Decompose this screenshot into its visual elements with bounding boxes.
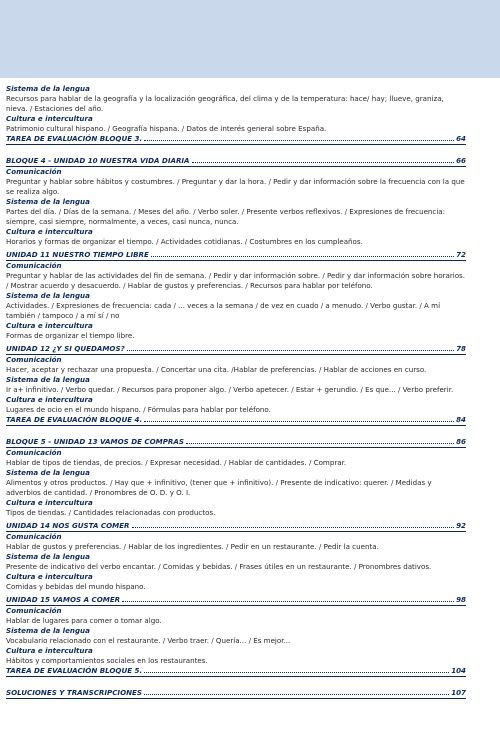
toc-entry-page: 84 — [456, 415, 466, 424]
cultura-text: Hábitos y comportamientos sociales en los restaurantes. — [6, 656, 208, 665]
toc-entry-unidad-15[interactable] — [6, 595, 466, 606]
lengua-heading: Sistema de la lengua — [6, 375, 90, 384]
toc-entry-title: UNIDAD 14 NOS GUSTA COMER — [6, 521, 130, 530]
toc-entry-unidad-13[interactable] — [6, 437, 466, 448]
toc-entry-unidad-12[interactable] — [6, 344, 466, 355]
comunicacion-heading: Comunicación — [6, 448, 62, 457]
cultura-text: Patrimonio cultural hispano. / Geografía hispana. / Datos de interés general sobre España. — [6, 124, 327, 133]
cultura-text: Comidas y bebidas del mundo hispano. — [6, 582, 146, 591]
lengua-text: Presente de indicativo del verbo encantar. / Comidas y bebidas. / Frases útiles en un restaurante. / Pronombres dativos. — [6, 562, 432, 571]
cultura-text: Horarios y formas de organizar el tiempo. / Actividades cotidianas. / Costumbres en los cumpleaños. — [6, 237, 363, 246]
leader-dots — [127, 350, 454, 351]
top-color-band — [0, 0, 500, 78]
toc-entry-title: UNIDAD 12 ¿Y SI QUEDAMOS? — [6, 344, 125, 353]
cultura-text: Tipos de tiendas. / Cantidades relacionadas con productos. — [6, 508, 216, 517]
cultura-text: Lugares de ocio en el mundo hispano. / Fórmulas para hablar por teléfono. — [6, 405, 271, 414]
cultura-heading: Cultura e intercultura — [6, 572, 93, 581]
lengua-heading: Sistema de la lengua — [6, 468, 90, 477]
toc-entry-title: TAREA DE EVALUACIÓN BLOQUE 4. — [6, 415, 143, 424]
lengua-text: Partes del día. / Días de la semana. / Meses del año. / Verbo soler. / Presente verbos reflexivos. / Expresiones de frecuencia: siempre, casi siempre, normalmente, a veces, casi nunca, nunca. — [6, 207, 446, 226]
cultura-heading: Cultura e intercultura — [6, 395, 93, 404]
lengua-text: Alimentos y otros productos. / Hay que + infinitivo, (tener que + infinitivo). / Presente de indicativo: querer. / Medidas y adverbios de cantidad. / Pronombres de O. D. y O. I. — [6, 478, 432, 497]
cultura-heading: Cultura e intercultura — [6, 646, 93, 655]
comunicacion-heading: Comunicación — [6, 167, 62, 176]
comunicacion-text: Preguntar y hablar de las actividades del fin de semana. / Pedir y dar información sobre. / Pedir y dar información sobre horarios. / Mostrar acuerdo y desacuerdo. / Hablar de gustos y preferencias. / Recursos para hablar por teléfono. — [6, 271, 465, 290]
comunicacion-heading: Comunicación — [6, 261, 62, 270]
toc-entry-unidad-14[interactable] — [6, 521, 466, 532]
cultura-heading: Cultura e intercultura — [6, 498, 93, 507]
comunicacion-text: Hablar de gustos y preferencias. / Hablar de los ingredientes. / Pedir en un restaurante. / Pedir la cuenta. — [6, 542, 379, 551]
leader-dots — [122, 601, 454, 602]
leader-dots — [192, 162, 455, 163]
comunicacion-text: Hablar de tipos de tiendas, de precios. / Expresar necesidad. / Hablar de cantidades. / Comprar. — [6, 458, 347, 467]
toc-entry-page: 78 — [456, 344, 466, 353]
lengua-heading: Sistema de la lengua — [6, 552, 90, 561]
leader-dots — [186, 443, 454, 444]
toc-entry-page: 86 — [456, 437, 466, 446]
cultura-text: Formas de organizar el tiempo libre. — [6, 331, 135, 340]
lengua-heading: Sistema de la lengua — [6, 197, 90, 206]
toc-entry-page: 66 — [456, 156, 466, 165]
toc-entry-tarea-bloque-3[interactable] — [6, 134, 466, 145]
lengua-text: Actividades. / Expresiones de frecuencia: cada / ... veces a la semana / de vez en cuado / a menudo. / Verbo gustar. / A mí también / tampoco / a mí sí / no — [6, 301, 441, 320]
lengua-text: Vocabulario relacionado con el restaurante. / Verbo traer. / Quería... / Es mejor... — [6, 636, 291, 645]
table-of-contents — [6, 84, 466, 699]
toc-entry-tarea-bloque-5[interactable] — [6, 666, 466, 677]
toc-entry-title: TAREA DE EVALUACIÓN BLOQUE 3. — [6, 134, 143, 143]
toc-entry-title: BLOQUE 5 - UNIDAD 13 VAMOS DE COMPRAS — [6, 437, 184, 446]
toc-entry-page: 104 — [451, 666, 466, 675]
lengua-text: Ir a+ infinitivo. / Verbo quedar. / Recursos para proponer algo. / Verbo apetecer. / Estar + gerundio. / Es que... / Verbo preferir. — [6, 385, 454, 394]
lengua-heading: Sistema de la lengua — [6, 291, 90, 300]
toc-entry-title: UNIDAD 11 NUESTRO TIEMPO LIBRE — [6, 250, 149, 259]
toc-entry-title: TAREA DE EVALUACIÓN BLOQUE 5. — [6, 666, 143, 675]
cultura-heading: Cultura e intercultura — [6, 321, 93, 330]
leader-dots — [151, 256, 454, 257]
comunicacion-heading: Comunicación — [6, 355, 62, 364]
toc-entry-page: 98 — [456, 595, 466, 604]
leader-dots — [144, 140, 454, 141]
comunicacion-text: Hablar de lugares para comer o tomar algo. — [6, 616, 162, 625]
comunicacion-heading: Comunicación — [6, 606, 62, 615]
comunicacion-text: Hacer, aceptar y rechazar una propuesta. / Concertar una cita. /Hablar de preferencias. / Hablar de acciones en curso. — [6, 365, 427, 374]
comunicacion-heading: Comunicación — [6, 532, 62, 541]
toc-entry-page: 92 — [456, 521, 466, 530]
toc-entry-title: BLOQUE 4 - UNIDAD 10 NUESTRA VIDA DIARIA — [6, 156, 190, 165]
leader-dots — [144, 421, 454, 422]
toc-entry-soluciones[interactable] — [6, 688, 466, 699]
toc-entry-page: 64 — [456, 134, 466, 143]
toc-entry-unidad-11[interactable] — [6, 250, 466, 261]
toc-entry-page: 107 — [451, 688, 466, 697]
comunicacion-text: Preguntar y hablar sobre hábitos y costumbres. / Preguntar y dar la hora. / Pedir y dar información sobre la frecuencia con la que se realiza algo. — [6, 177, 465, 196]
cultura-heading: Cultura e intercultura — [6, 227, 93, 236]
toc-entry-title: SOLUCIONES Y TRANSCRIPCIONES — [6, 688, 142, 697]
toc-entry-page: 72 — [456, 250, 466, 259]
toc-entry-tarea-bloque-4[interactable] — [6, 415, 466, 426]
leader-dots — [132, 527, 455, 528]
toc-entry-unidad-10[interactable] — [6, 156, 466, 167]
lengua-heading: Sistema de la lengua — [6, 626, 90, 635]
cultura-heading: Cultura e intercultura — [6, 114, 93, 123]
lengua-text: Recursos para hablar de la geografía y la localización geográfica, del clima y de la temperatura: hace/ hay; llueve, graniza, nieva. / Estaciones del año. — [6, 94, 444, 113]
leader-dots — [144, 672, 449, 673]
toc-entry-title: UNIDAD 15 VAMOS A COMER — [6, 595, 121, 604]
lengua-heading: Sistema de la lengua — [6, 84, 90, 93]
leader-dots — [144, 694, 449, 695]
